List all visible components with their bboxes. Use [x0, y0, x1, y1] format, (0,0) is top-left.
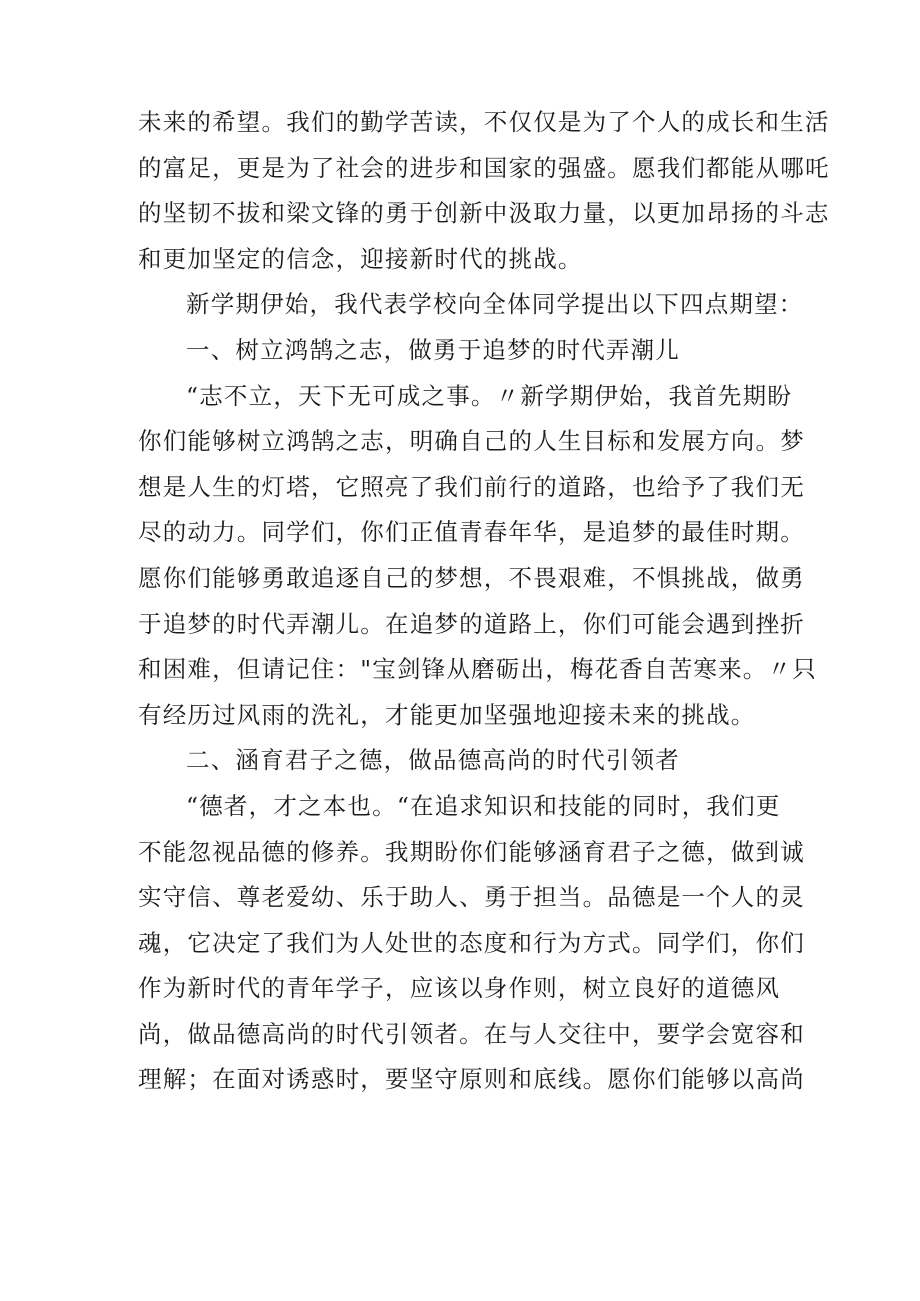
text-line: 尚，做品德高尚的时代引领者。在与人交往中，要学会宽容和 — [138, 1019, 805, 1048]
text-line: “德者，才之本也。“在追求知识和技能的同时，我们更 — [186, 791, 781, 820]
text-line: 想是人生的灯塔，它照亮了我们前行的道路，也给予了我们无 — [138, 472, 805, 501]
text-line: 有经历过风雨的洗礼，才能更加坚强地迎接未来的挑战。 — [138, 700, 756, 729]
text-line: 和更加坚定的信念，迎接新时代的挑战。 — [138, 244, 583, 273]
text-line: 作为新时代的青年学子，应该以身作则，树立良好的道德风 — [138, 974, 781, 1003]
section-heading-1: 一、树立鸿鹄之志，做勇于追梦的时代弄潮儿 — [186, 335, 680, 364]
text-line: 未来的希望。我们的勤学苦读，不仅仅是为了个人的成长和生活 — [138, 108, 830, 136]
document-body — [138, 100, 830, 1103]
text-line: 的坚韧不拔和梁文锋的勇于创新中汲取力量，以更加昂扬的斗志 — [138, 199, 830, 228]
text-line: 新学期伊始，我代表学校向全体同学提出以下四点期望： — [186, 290, 804, 319]
text-line: 实守信、尊老爱幼、乐于助人、勇于担当。品德是一个人的灵 — [138, 883, 805, 912]
text-line: 和困难，但请记住："宝剑锋从磨砺出，梅花香自苦寒来。〃只 — [138, 655, 817, 684]
text-line: 愿你们能够勇敢追逐自己的梦想，不畏艰难，不惧挑战，做勇 — [138, 563, 805, 592]
section-heading-2: 二、涵育君子之德，做品德高尚的时代引领者 — [186, 746, 680, 775]
text-line: 理解；在面对诱惑时，要坚守原则和底线。愿你们能够以高尚 — [138, 1065, 805, 1094]
text-line: 魂，它决定了我们为人处世的态度和行为方式。同学们，你们 — [138, 928, 805, 957]
text-line: 不能忽视品德的修养。我期盼你们能够涵育君子之德，做到诚 — [138, 837, 805, 866]
text-line: 于追梦的时代弄潮儿。在追梦的道路上，你们可能会遇到挫折 — [138, 609, 805, 638]
text-line: “志不立，天下无可成之事。〃新学期伊始，我首先期盼 — [186, 381, 793, 410]
text-line: 尽的动力。同学们，你们正值青春年华，是追梦的最佳时期。 — [138, 518, 805, 547]
text-line: 你们能够树立鸿鹄之志，明确自己的人生目标和发展方向。梦 — [138, 427, 805, 456]
text-line: 的富足，更是为了社会的进步和国家的强盛。愿我们都能从哪吒 — [138, 153, 830, 182]
